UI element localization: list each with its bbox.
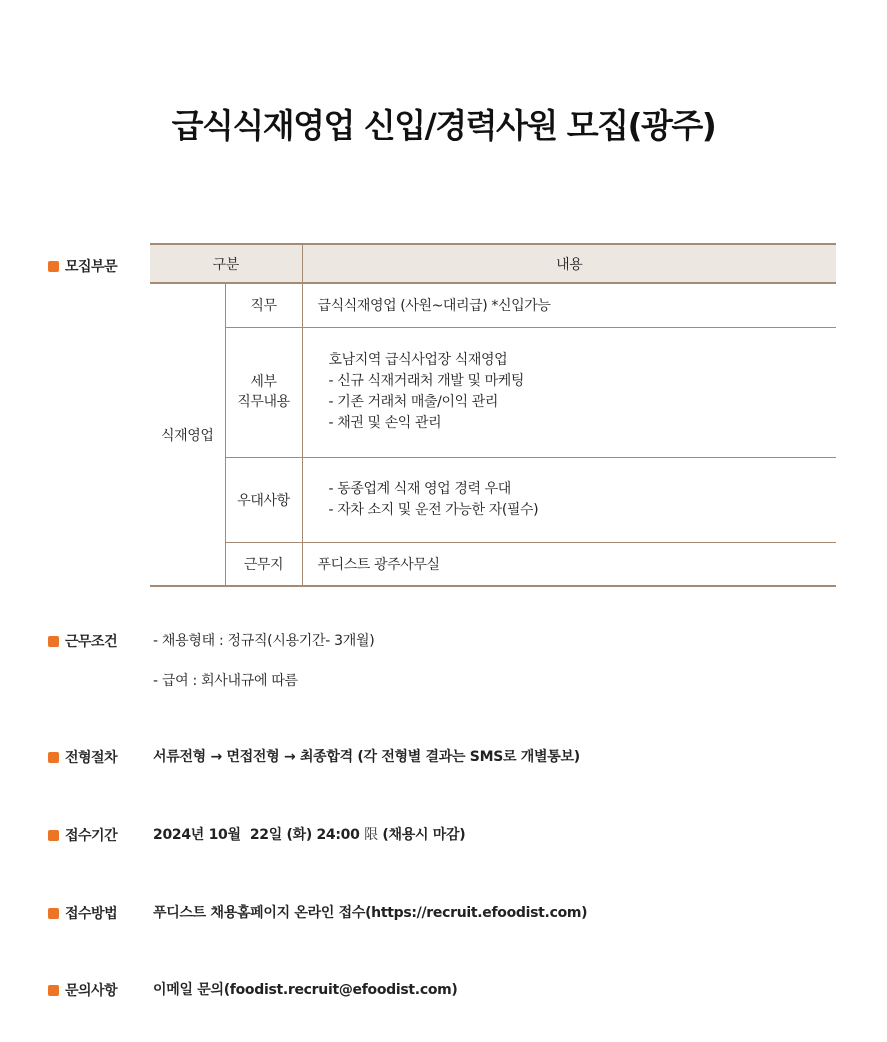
section-label: 문의사항 <box>65 983 118 999</box>
bullet-icon <box>48 830 59 841</box>
row-content: 급식식재영업 (사원~대리급) *신입가능 <box>302 283 836 327</box>
section-inquiry <box>48 980 117 1000</box>
content-line: - 동종업계 식재 영업 경력 우대 <box>328 480 511 497</box>
period-text <box>153 824 465 844</box>
bullet-icon <box>48 985 59 996</box>
content-line: - 채권 및 손익 관리 <box>328 415 442 431</box>
section-label: 전형절차 <box>65 750 118 766</box>
section-period <box>48 825 117 845</box>
recruit-table <box>150 243 836 587</box>
row-content: 푸디스트 광주사무실 <box>302 542 836 586</box>
label-line: 직무내용 <box>237 394 290 410</box>
header-content: 내용 <box>302 244 836 283</box>
content-line: 호남지역 급식사업장 식재영업 <box>328 352 508 368</box>
period-note: (채용시 마감) <box>382 827 466 843</box>
row-label <box>225 327 302 457</box>
section-label: 접수방법 <box>65 906 118 922</box>
section-label: 모집부문 <box>65 259 118 275</box>
row-label: 우대사항 <box>225 457 302 542</box>
category-cell: 식재영업 <box>150 283 225 586</box>
section-process <box>48 747 117 767</box>
section-label: 접수기간 <box>65 828 118 844</box>
section-label: 근무조건 <box>65 634 118 650</box>
content-line: - 기존 거래처 매출/이익 관리 <box>328 394 499 410</box>
row-label: 직무 <box>225 283 302 327</box>
content-line: - 자차 소지 및 운전 가능한 자(필수) <box>328 501 539 518</box>
bullet-icon <box>48 908 59 919</box>
row-label: 근무지 <box>225 542 302 586</box>
period-date: 2024년 10월 22일 (화) 24:00 <box>153 827 360 843</box>
section-recruit <box>48 256 117 276</box>
header-category: 구분 <box>150 244 302 283</box>
section-conditions <box>48 631 117 651</box>
content-line: - 신규 식재거래처 개발 및 마케팅 <box>328 373 525 389</box>
bullet-icon <box>48 636 59 647</box>
condition-salary: - 급여 : 회사내규에 따름 <box>153 673 298 689</box>
label-line: 세부 <box>250 374 277 390</box>
bullet-icon <box>48 752 59 763</box>
row-content <box>302 327 836 457</box>
page-title: 급식식재영업 신입/경력사원 모집(광주) <box>171 106 716 145</box>
process-text: 서류전형 → 면접전형 → 최종합격 (각 전형별 결과는 SMS로 개별통보) <box>153 749 580 765</box>
condition-type: - 채용형태 : 정규직(시용기간- 3개월) <box>153 633 375 649</box>
section-method <box>48 903 117 923</box>
method-text[interactable]: 푸디스트 채용홈페이지 온라인 접수(https://recruit.efoodist.com) <box>153 905 588 921</box>
bullet-icon <box>48 261 59 272</box>
inquiry-text[interactable]: 이메일 문의(foodist.recruit@efoodist.com) <box>153 982 458 998</box>
row-content <box>302 457 836 542</box>
deadline-mark: 限 <box>364 827 378 843</box>
